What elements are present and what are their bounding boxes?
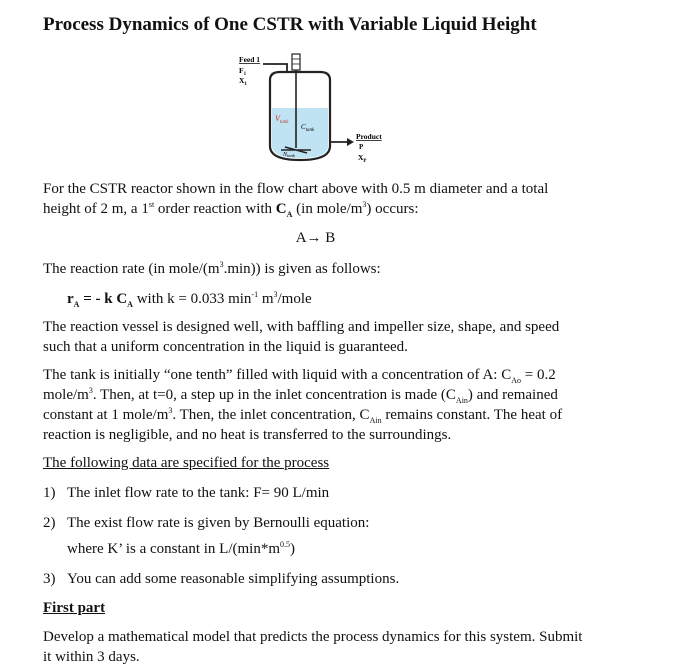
bernoulli-note: where K’ is a constant in $L/(\min*m^{0.5})$ [67, 540, 296, 557]
product-arrow [347, 138, 354, 146]
c-tank-label: $C_{tank}$ [301, 123, 315, 133]
feed-flow-label: $F_1$ [239, 66, 247, 77]
list-item: 2) The exist flow rate is given by Bernoulli equation: [43, 515, 370, 531]
page-title: Process Dynamics of One CSTR with Variable Liquid Height [43, 14, 537, 35]
product-flow-label: P [359, 143, 364, 151]
first-part-heading: First part [43, 600, 106, 616]
list-item: 3) You can add some reasonable simplifying assumptions. [43, 571, 400, 587]
n-tank-label: Ntank [283, 152, 295, 158]
product-label: Product [356, 132, 382, 141]
feed-conc-label: $X_1$ [239, 76, 247, 87]
intro-paragraph: For the CSTR reactor shown in the flow chart above with 0.5 m diameter and a total height of 2 m, a 1st order reaction with $C_A$ (in mole/$m^3$) occurs: [43, 181, 549, 219]
vessel-paragraph: The reaction vessel is designed well, with baffling and impeller size, shape, and speed such that a uniform concentration in the liquid is guaranteed. [43, 319, 560, 355]
rate-intro: The reaction rate (in mole/$(m^3.\min)$) is given as follows: [43, 260, 381, 277]
v-tank-label: $V_{tank}$ [275, 114, 289, 125]
cstr-diagram [225, 50, 405, 180]
rate-equation: $r_A$ = - k $C_A$ with k = 0.033 $\min^{-1}$ $m^3$/mole [67, 290, 312, 309]
data-heading: The following data are specified for the process [43, 455, 330, 471]
product-conc-label: $X_P$ [358, 153, 367, 164]
list-item: 1) The inlet flow rate to the tank: F= 90 L/min [43, 485, 330, 501]
final-paragraph: Develop a mathematical model that predicts the process dynamics for this system. Submit it within 3 days. [43, 629, 583, 665]
motor [292, 54, 300, 70]
feed-label: Feed 1 [239, 55, 261, 64]
reaction-equation: A→ B [295, 230, 336, 246]
initial-condition-paragraph: The tank is initially “one tenth” filled with liquid with a concentration of A: $C_{Ao} = 0.2$ mole/$m^3$. Then, at t=0, a step up in the inlet concentration is made $(C_{Ain})$ and remained constant at 1 mole/$m^3$. Then, the inlet concentration, $C_{Ain}$ remains constant. The heat of reaction is negligible, and no heat is transferred to the surroundings. [43, 367, 563, 443]
